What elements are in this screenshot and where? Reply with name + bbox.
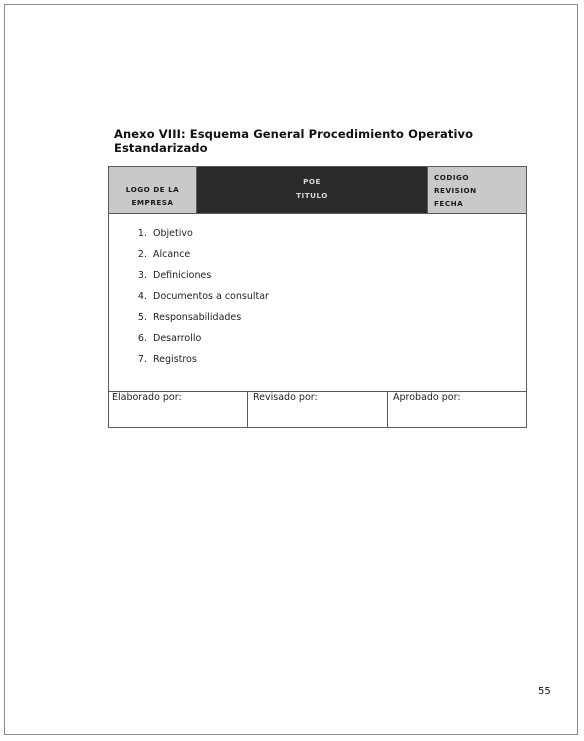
title-cell — [197, 167, 427, 213]
item-number: 7. — [137, 354, 147, 365]
section-list — [129, 227, 269, 374]
logo-label-line2: EMPRESA — [131, 198, 174, 207]
document-title: Anexo VIII: Esquema General Procedimiento Operativo Estandarizado — [114, 127, 474, 155]
item-label: Documentos a consultar — [153, 291, 269, 302]
revision-label: REVISION — [434, 186, 477, 195]
list-item — [129, 290, 269, 311]
item-label: Desarrollo — [153, 333, 202, 344]
code-cell — [427, 167, 526, 213]
aprobado-cell: Aprobado por: — [393, 392, 461, 403]
codigo-label: CODIGO — [434, 173, 470, 182]
list-item — [129, 227, 269, 248]
table-header-row — [109, 167, 526, 214]
revisado-cell: Revisado por: — [248, 392, 388, 428]
item-number: 5. — [137, 312, 147, 323]
poe-label: POE — [303, 177, 321, 186]
item-number: 1. — [137, 228, 147, 239]
fecha-label: FECHA — [434, 199, 464, 208]
item-number: 3. — [137, 270, 147, 281]
sop-template-table — [108, 166, 527, 428]
page-number: 55 — [538, 686, 551, 697]
item-label: Registros — [153, 354, 197, 365]
table-footer-row — [109, 391, 526, 428]
item-label: Alcance — [153, 249, 191, 260]
item-label: Objetivo — [153, 228, 193, 239]
list-item — [129, 332, 269, 353]
item-label: Definiciones — [153, 270, 212, 281]
titulo-label: TITULO — [296, 191, 328, 200]
list-item — [129, 269, 269, 290]
list-item — [129, 353, 269, 374]
logo-cell — [109, 167, 197, 213]
elaborado-cell: Elaborado por: — [109, 392, 248, 428]
item-number: 6. — [137, 333, 147, 344]
list-item — [129, 311, 269, 332]
logo-label-line1: LOGO DE LA — [125, 185, 180, 194]
item-number: 2. — [137, 249, 147, 260]
item-number: 4. — [137, 291, 147, 302]
item-label: Responsabilidades — [153, 312, 242, 323]
list-item — [129, 248, 269, 269]
